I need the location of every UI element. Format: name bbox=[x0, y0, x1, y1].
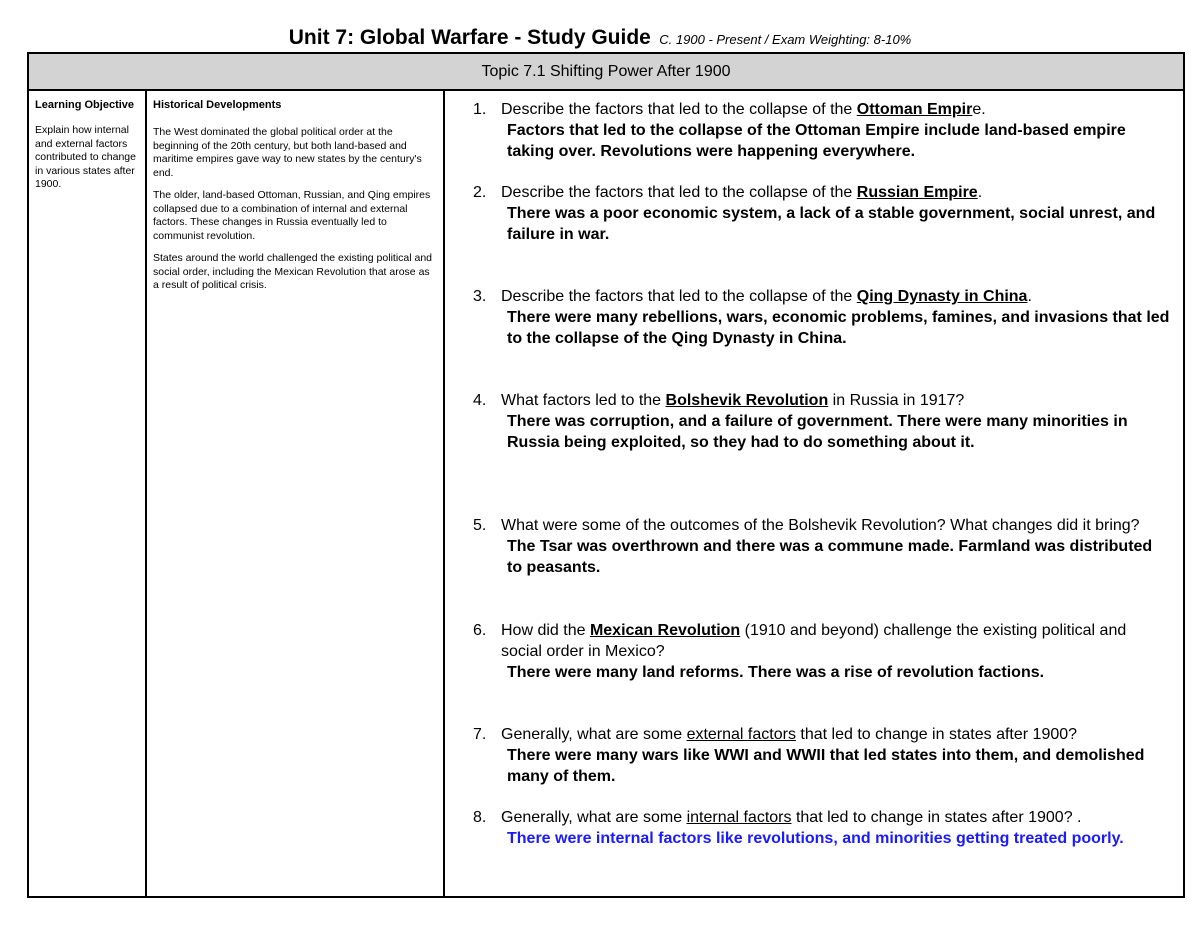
answer-text: There were internal factors like revolutions, and minorities getting treated poorly. bbox=[507, 830, 1124, 847]
historical-developments-column bbox=[147, 91, 445, 896]
title-subtitle: C. 1900 - Present / Exam Weighting: 8-10% bbox=[659, 32, 912, 47]
question-text: 5. What were some of the outcomes of the Bolshevik Revolution? What changes did it bring? bbox=[473, 517, 1140, 534]
question-6 bbox=[473, 620, 1171, 683]
question-text: 3. Describe the factors that led to the collapse of the Qing Dynasty in China. bbox=[473, 288, 1032, 305]
answer-text: There were many rebellions, wars, economic problems, famines, and invasions that led to the collapse of the Qing Dynasty in China. bbox=[507, 309, 1170, 347]
study-guide-table bbox=[27, 52, 1185, 898]
answer-text: There were many land reforms. There was a rise of revolution factions. bbox=[507, 664, 1045, 681]
development-paragraph: States around the world challenged the existing political and social order, including the Mexican Revolution that arose as a result of political crisis. bbox=[153, 252, 433, 291]
question-text: 1. Describe the factors that led to the collapse of the Ottoman Empire. bbox=[473, 101, 986, 118]
questions-column bbox=[445, 91, 1183, 896]
question-8 bbox=[473, 807, 1171, 850]
answer-text: The Tsar was overthrown and there was a commune made. Farmland was distributed to peasants. bbox=[507, 538, 1153, 576]
question-7 bbox=[473, 724, 1171, 787]
question-topic-link[interactable]: Mexican Revolution bbox=[589, 622, 741, 639]
question-topic-link[interactable]: Russian Empire bbox=[856, 184, 978, 201]
learning-objective-column bbox=[29, 91, 147, 896]
topic-header: Topic 7.1 Shifting Power After 1900 bbox=[29, 54, 1183, 91]
learning-objective-text: Explain how internal and external factors contributed to change in various states after 1900. bbox=[35, 124, 136, 190]
historical-developments-heading: Historical Developments bbox=[153, 99, 282, 111]
question-5 bbox=[473, 515, 1171, 578]
answer-text: Factors that led to the collapse of the Ottoman Empire include land-based empire taking over. Revolutions were happening everywhere. bbox=[507, 122, 1126, 160]
question-keyword: internal factors bbox=[686, 809, 792, 826]
question-text: 2. Describe the factors that led to the collapse of the Russian Empire. bbox=[473, 184, 983, 201]
page-title bbox=[0, 26, 1200, 50]
question-text: 6. How did the Mexican Revolution (1910 and beyond) challenge the existing political and social order in Mexico? bbox=[473, 622, 1127, 660]
question-text: 8. Generally, what are some internal factors that led to change in states after 1900? . bbox=[473, 809, 1082, 826]
learning-objective-heading: Learning Objective bbox=[35, 99, 135, 111]
question-4 bbox=[473, 390, 1171, 453]
question-text: 7. Generally, what are some external factors that led to change in states after 1900? bbox=[473, 726, 1078, 743]
development-paragraph: The West dominated the global political order at the beginning of the 20th century, but both land-based and maritime empires gave way to new states by the century's end. bbox=[153, 126, 422, 179]
question-keyword: external factors bbox=[686, 726, 796, 743]
question-text: 4. What factors led to the Bolshevik Revolution in Russia in 1917? bbox=[473, 392, 965, 409]
question-topic-link[interactable]: Ottoman Empir bbox=[856, 101, 973, 118]
development-paragraph: The older, land-based Ottoman, Russian, and Qing empires collapsed due to a combination of internal and external factors. These changes in Russia eventually led to communist revolution. bbox=[153, 189, 431, 242]
question-3 bbox=[473, 286, 1171, 349]
answer-text: There was corruption, and a failure of government. There were many minorities in Russia being exploited, so they had to do something about it. bbox=[507, 413, 1128, 451]
question-1 bbox=[473, 99, 1171, 162]
answer-text: There were many wars like WWI and WWII that led states into them, and demolished many of them. bbox=[507, 747, 1145, 785]
title-main: Unit 7: Global Warfare - Study Guide bbox=[288, 26, 651, 49]
question-topic-link[interactable]: Bolshevik Revolution bbox=[665, 392, 829, 409]
question-2 bbox=[473, 182, 1171, 245]
question-topic-link[interactable]: Qing Dynasty in China bbox=[856, 288, 1028, 305]
answer-text: There was a poor economic system, a lack of a stable government, social unrest, and failure in war. bbox=[507, 205, 1156, 243]
